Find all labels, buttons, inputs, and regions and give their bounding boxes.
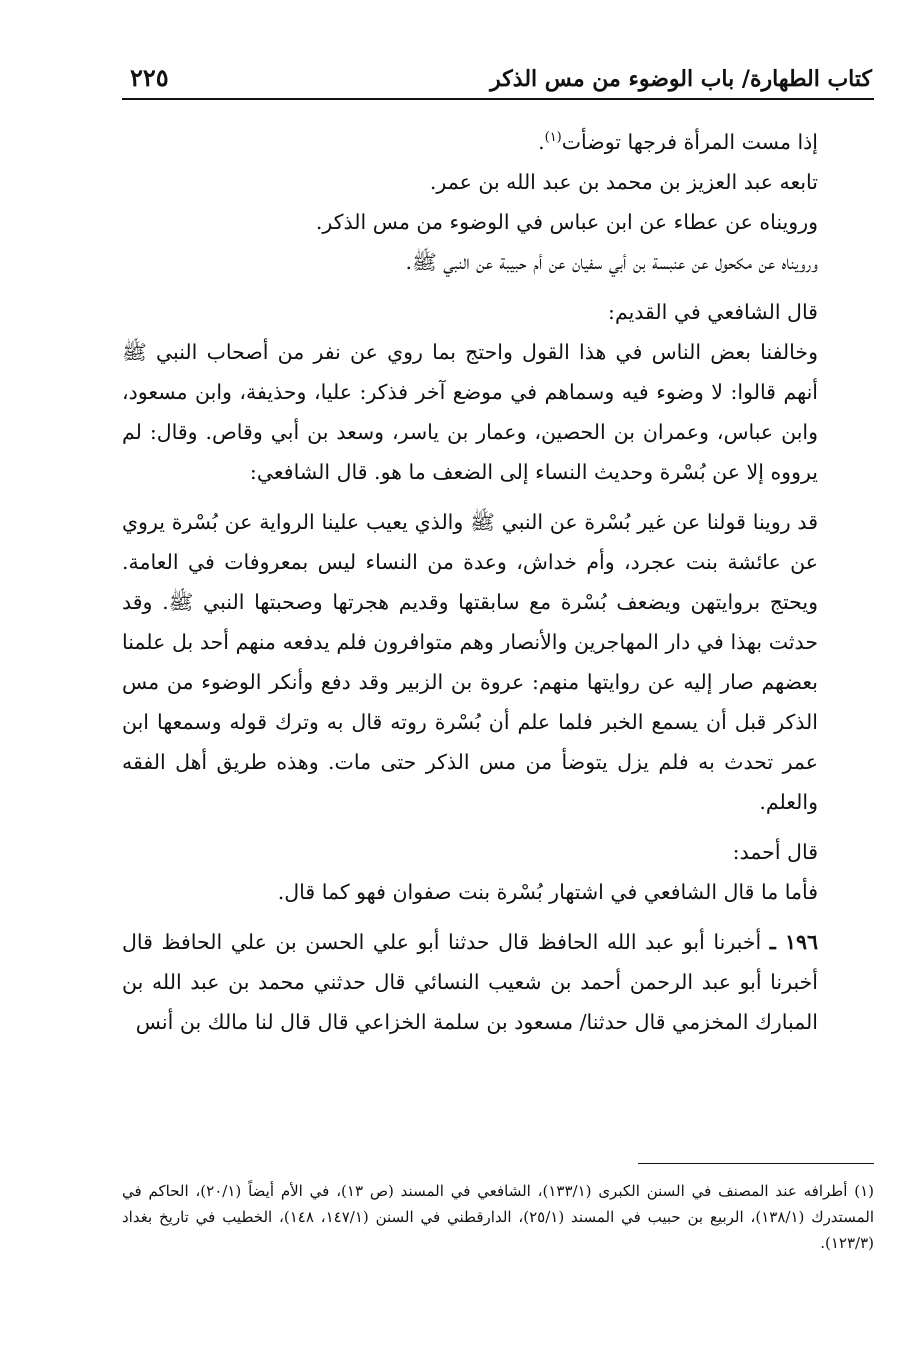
running-title: كتاب الطهارة/ باب الوضوء من مس الذكر bbox=[490, 66, 872, 92]
paragraph: ورويناه عن مكحول عن عنبسة بن أبي سفيان عن أم حبيبة عن النبي ﷺ. bbox=[405, 249, 818, 274]
paragraph: قد روينا قولنا عن غير بُسْرة عن النبي ﷺ والذي يعيب علينا الرواية عن بُسْرة يروي عن عائشة بنت عجرد، وأم خداش، وعدة من النساء ليس بمعروفات في العامة. ويحتج بروايتهن ويضعف بُسْرة مع سابقتها وقديم هجرتها وصحبتها النبي ﷺ. وقد حدثت بهذا في دار المهاجرين والأنصار وهم متوافرون فلم يدفعه منهم أحد بل علمنا بعضهم صار إليه عن روايتها منهم: عروة بن الزبير وقد دفع وأنكر الوضوء من مس الذكر قبل أن يسمع الخبر فلما علم أن بُسْرة روته قال به وترك قوله وسمعها ابن عمر تحدث به فلم يزل يتوضأ من مس الذكر حتى مات. وهذه طريق أهل الفقه والعلم. bbox=[122, 509, 818, 814]
paragraph-text: إذا مست المرأة فرجها توضأت bbox=[561, 129, 818, 154]
page-number: ٢٢٥ bbox=[130, 63, 169, 92]
footnote: (١) أطرافه عند المصنف في السنن الكبرى (١٣٣/١)، الشافعي في المسند (ص ١٣)، في الأم أيضاً (٢٠/١)، الحاكم في المستدرك (١٣٨/١)، الربيع بن حبيب في المسند (٢٥/١)، الدارقطني في السنن (١٤٧/١، ١٤٨)، الخطيب في تاريخ بغداد (١٢٣/٣). bbox=[122, 1182, 875, 1252]
section-heading: قال أحمد: bbox=[732, 839, 818, 864]
section-heading: قال الشافعي في القديم: bbox=[608, 299, 818, 324]
hadith-text: أخبرنا أبو عبد الله الحافظ قال حدثنا أبو علي الحسن بن علي الحافظ قال أخبرنا أبو عبد الرحمن أحمد بن شعيب النسائي قال حدثني محمد بن عبد الله بن المبارك المخزمي قال حدثنا/ مسعود بن سلمة الخزاعي قال قال لنا مالك بن أنس bbox=[122, 929, 818, 1034]
hadith-paragraph bbox=[122, 922, 874, 1042]
paragraph bbox=[122, 118, 874, 162]
footnote-separator bbox=[638, 1163, 874, 1164]
paragraph: ورويناه عن عطاء عن ابن عباس في الوضوء من مس الذكر. bbox=[315, 209, 818, 234]
paragraph-end: . bbox=[538, 129, 545, 154]
main-text bbox=[122, 118, 874, 1042]
page-header bbox=[122, 56, 874, 100]
hadith-number: ١٩٦ ـ bbox=[769, 929, 818, 954]
paragraph: وخالفنا بعض الناس في هذا القول واحتج بما روي عن نفر من أصحاب النبي ﷺ أنهم قالوا: لا وضوء فيه وسماهم في موضع آخر فذكر: عليا، وحذيفة، وابن مسعود، وابن عباس، وعمران بن الحصين، وعمار بن ياسر، وسعد بن أبي وقاص. وقال: لم يرووه إلا عن بُسْرة وحديث النساء إلى الضعف ما هو. قال الشافعي: bbox=[122, 339, 818, 484]
footnotes bbox=[122, 1178, 874, 1256]
paragraph: تابعه عبد العزيز بن محمد بن عبد الله بن عمر. bbox=[429, 169, 818, 194]
paragraph: فأما ما قال الشافعي في اشتهار بُسْرة بنت صفوان فهو كما قال. bbox=[277, 879, 818, 904]
footnote-reference: (١) bbox=[544, 130, 562, 145]
